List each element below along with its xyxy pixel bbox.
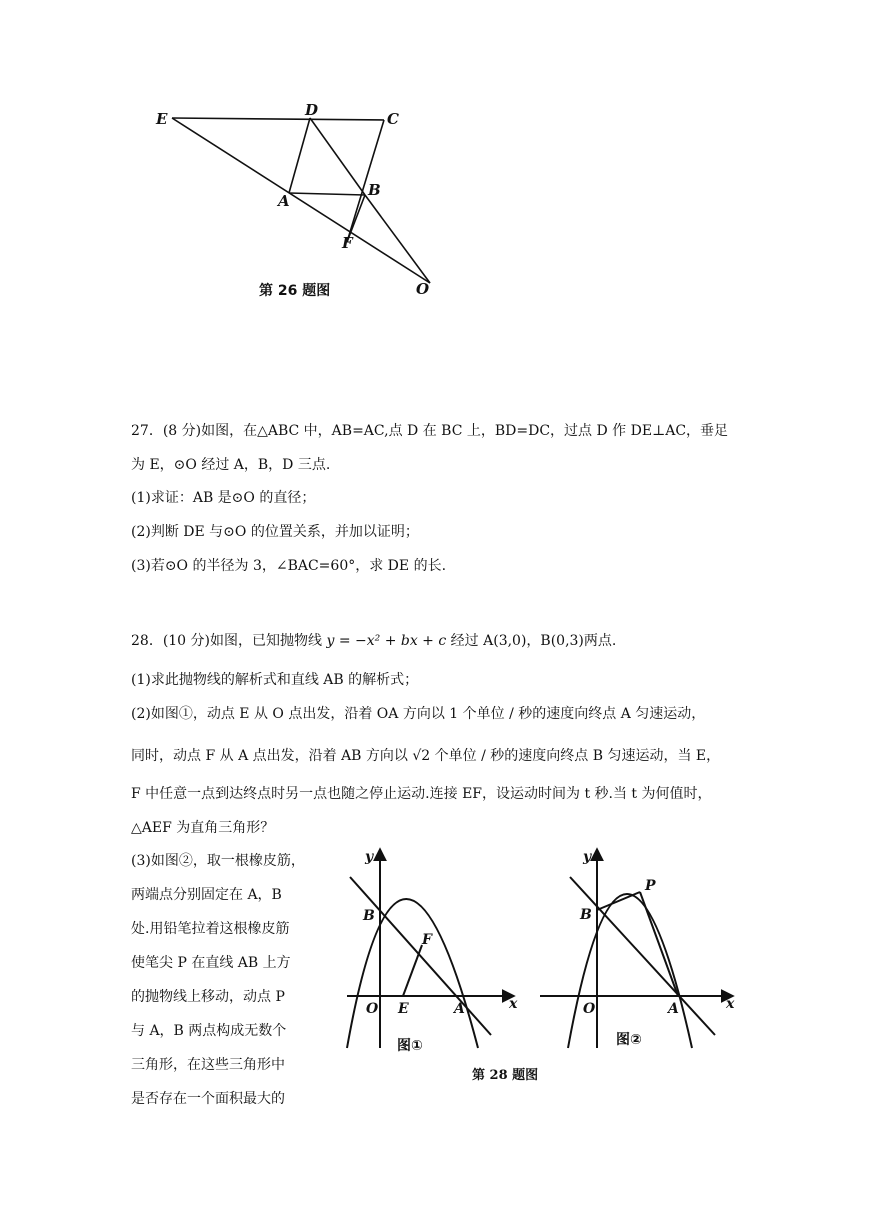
label-c: C — [387, 110, 399, 128]
q28-part3-line-7: 是否存在一个面积最大的 — [131, 1091, 285, 1107]
fig1-label-e: E — [398, 1001, 409, 1017]
q27-line2: 为 E，⊙O 经过 A，B，D 三点. — [131, 457, 331, 473]
q28-part3-line-0: (3)如图②，取一根橡皮筋， — [131, 853, 305, 869]
q28-line1 — [131, 631, 616, 651]
q28-formula: y = −x² + bx + c — [326, 633, 447, 649]
q28-part3-line-4: 的抛物线上移动，动点 P — [131, 989, 285, 1005]
figure-28-1 — [335, 840, 535, 1060]
label-f: F — [342, 234, 353, 252]
fig1-label-f: F — [422, 932, 432, 948]
fig2-label-x: x — [726, 996, 735, 1012]
segment-bp — [597, 892, 640, 910]
fig1-label-o: O — [366, 1001, 379, 1017]
label-b: B — [368, 181, 381, 199]
label-d: D — [305, 101, 319, 119]
fig1-label-y: y — [365, 849, 374, 865]
q27-part3: (3)若⊙O 的半径为 3，∠BAC=60°，求 DE 的长. — [131, 558, 447, 574]
q27-part2: (2)判断 DE 与⊙O 的位置关系，并加以证明； — [131, 524, 419, 540]
fig2-label-o: O — [583, 1001, 596, 1017]
q28-line1-post: 经过 A(3,0)，B(0,3)两点. — [450, 633, 617, 649]
fig2-label-b: B — [580, 907, 592, 923]
q27-line1: 27．(8 分)如图，在△ABC 中，AB=AC,点 D 在 BC 上，BD=DC，过点 D 作 DE⊥AC，垂足 — [131, 423, 729, 439]
fig1-caption: 图① — [397, 1038, 423, 1054]
fig2-label-a: A — [668, 1001, 679, 1017]
fig2-caption: 图② — [616, 1032, 642, 1048]
figure-28-2 — [540, 840, 740, 1060]
segment-ec — [172, 118, 384, 120]
q28-part2-line1: (2)如图①，动点 E 从 O 点出发，沿着 OA 方向以 1 个单位 / 秒的速度向终点 A 匀速运动， — [131, 706, 706, 722]
label-e: E — [156, 110, 168, 128]
q28-part3-line-6: 三角形，在这些三角形中 — [131, 1057, 285, 1073]
fig2-label-p: P — [645, 878, 656, 894]
segment-ab — [289, 193, 365, 195]
segment-db — [310, 118, 365, 195]
q28-part2-line4: △AEF 为直角三角形？ — [131, 820, 275, 836]
segment-bo — [365, 195, 430, 283]
fig1-label-b: B — [363, 908, 375, 924]
q28-part2-line3: F 中任意一点到达终点时另一点也随之停止运动.连接 EF，设运动时间为 t 秒.当 t 为何值时， — [131, 786, 712, 802]
q28-line1-pre: 28．(10 分)如图，已知抛物线 — [131, 633, 323, 649]
figure-28-caption: 第 28 题图 — [472, 1068, 539, 1083]
q28-part3-line-1: 两端点分别固定在 A，B — [131, 887, 282, 903]
q28-part3-line-2: 处.用铅笔拉着这根橡皮筋 — [131, 921, 290, 937]
segment-pa — [640, 892, 678, 996]
label-a: A — [278, 192, 290, 210]
q28-part3-line-5: 与 A，B 两点构成无数个 — [131, 1023, 287, 1039]
fig1-label-x: x — [509, 996, 518, 1012]
q28-part2-line2-post: 个单位 / 秒的速度向终点 B 匀速运动，当 E， — [434, 748, 721, 764]
figure-26 — [150, 95, 450, 310]
q28-part2-line2 — [131, 746, 720, 766]
q28-part2-line2-pre: 同时，动点 F 从 A 点出发，沿着 AB 方向以 — [131, 748, 408, 764]
segment-ef — [403, 945, 422, 996]
fig2-label-y: y — [583, 849, 592, 865]
fig1-label-a: A — [454, 1001, 465, 1017]
label-o: O — [416, 280, 430, 298]
q28-part1: (1)求此抛物线的解析式和直线 AB 的解析式； — [131, 672, 419, 688]
q27-part1: (1)求证：AB 是⊙O 的直径； — [131, 490, 316, 506]
sqrt2: √2 — [412, 748, 431, 764]
figure-26-caption: 第 26 题图 — [259, 283, 331, 299]
q28-part3-line-3: 使笔尖 P 在直线 AB 上方 — [131, 955, 291, 971]
segment-da — [289, 118, 310, 193]
segment-eo — [172, 118, 430, 283]
